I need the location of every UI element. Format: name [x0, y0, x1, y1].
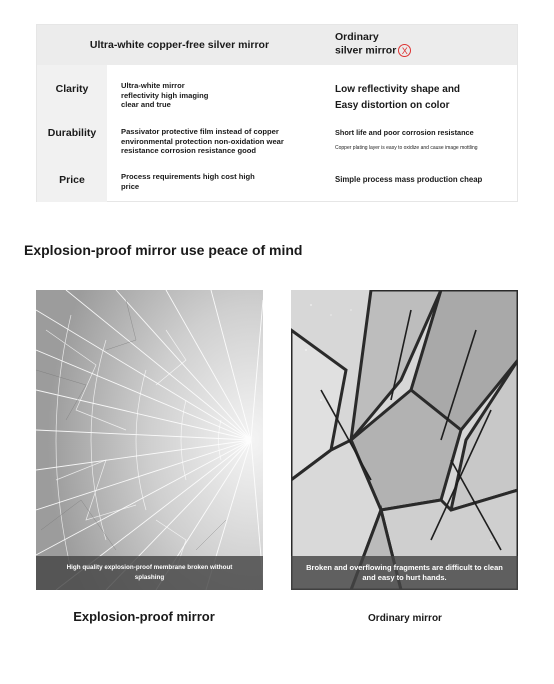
right-image-caption — [291, 556, 518, 590]
explosion-proof-mirror-image — [36, 290, 263, 590]
durability-right-cell — [335, 128, 478, 151]
left-image-caption — [36, 556, 263, 590]
price-left-cell — [121, 172, 255, 191]
text-line: Ultra-white mirror — [121, 81, 185, 90]
left-column-header: Ultra-white copper-free silver mirror — [89, 39, 270, 51]
clarity-right-cell — [335, 82, 460, 114]
close-x-icon: X — [398, 44, 411, 57]
comparison-table — [36, 24, 518, 202]
right-header-line2: silver mirror — [335, 44, 397, 57]
text-line: Process requirements high cost high — [121, 172, 255, 181]
caption-line: Broken and overflowing fragments are difficult to clean — [306, 563, 503, 572]
row-label-price: Price — [59, 174, 85, 186]
section-heading: Explosion-proof mirror use peace of mind — [24, 242, 303, 258]
cracked-glass-illustration — [36, 290, 263, 590]
small-note: Copper plating layer is easy to oxidize and cause image mottling — [335, 145, 478, 151]
clarity-left-cell — [121, 81, 208, 110]
row-label-clarity: Clarity — [55, 83, 89, 95]
text-line: Passivator protective film instead of copper — [121, 127, 279, 136]
text-line: reflectivity high imaging — [121, 90, 209, 100]
text-line: environmental protection non-oxidation wear — [121, 136, 284, 146]
ordinary-mirror-image — [291, 290, 518, 590]
shattered-glass-illustration — [291, 290, 518, 590]
right-header-line1: Ordinary — [335, 31, 379, 43]
right-column-header — [335, 31, 411, 57]
caption-line: High quality explosion-proof membrane broken without — [66, 564, 233, 571]
text-line: Short life and poor corrosion resistance — [335, 128, 474, 137]
row-label-durability: Durability — [47, 127, 97, 139]
price-right-cell — [335, 175, 482, 184]
explosion-proof-mirror-title: Explosion-proof mirror — [73, 609, 215, 624]
text-line: Simple process mass production cheap — [335, 175, 483, 184]
comparison-header — [37, 25, 517, 65]
text-line: Low reflectivity shape and — [335, 84, 461, 95]
durability-left-cell — [121, 127, 284, 156]
caption-line: splashing — [134, 574, 165, 581]
ordinary-mirror-title: Ordinary mirror — [368, 613, 442, 624]
text-line: Easy distortion on color — [335, 100, 450, 111]
text-line: price — [121, 181, 140, 191]
caption-line: and easy to hurt hands. — [362, 573, 447, 582]
text-line: resistance corrosion resistance good — [121, 146, 257, 155]
text-line: clear and true — [121, 100, 171, 109]
